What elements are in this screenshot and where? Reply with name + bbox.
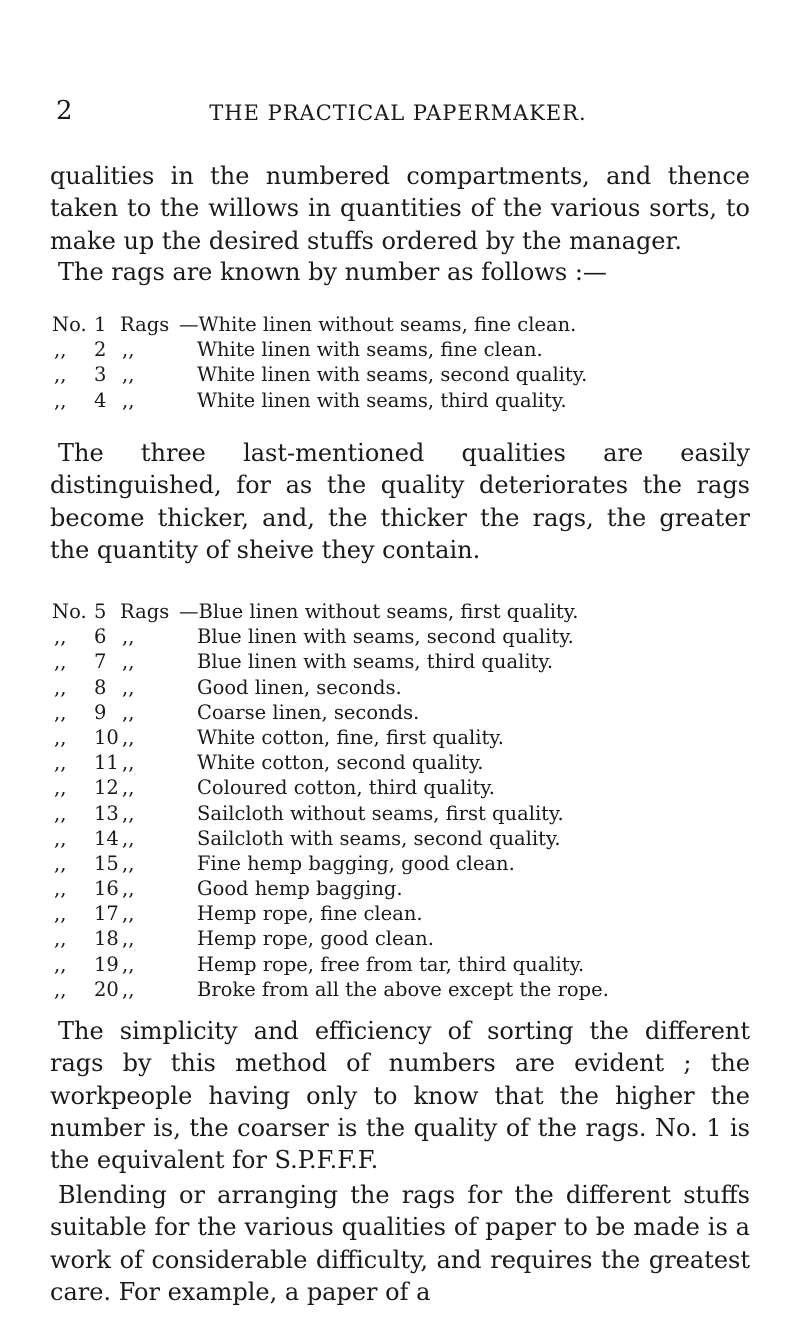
rag-label: ,, (122, 927, 135, 951)
rag-number: 12 (94, 776, 119, 800)
rag-number: 3 (94, 363, 107, 387)
rag-prefix: ,, (54, 700, 67, 724)
list-item (50, 851, 770, 876)
rag-number: 5 (94, 600, 107, 623)
rag-label: ,, (122, 851, 135, 875)
rag-description: White cotton, fine, first quality. (197, 725, 504, 749)
rag-description: Good linen, seconds. (197, 675, 402, 699)
rag-prefix: ,, (54, 650, 67, 674)
rag-label: ,, (122, 700, 135, 724)
rag-label: ,, (122, 952, 135, 976)
rag-description: Coloured cotton, third quality. (197, 776, 496, 800)
list-item (50, 826, 770, 851)
rag-label: ,, (122, 363, 135, 387)
rag-label: ,, (122, 675, 135, 699)
rag-number: 20 (94, 977, 119, 1001)
rag-label: ,, (122, 877, 135, 901)
rag-label: ,, (122, 650, 135, 674)
rag-description: Broke from all the above except the rope. (197, 977, 609, 1001)
rag-description: Good hemp bagging. (197, 877, 403, 901)
list-item (50, 750, 770, 775)
rag-prefix: ,, (54, 625, 67, 649)
rag-label: ,, (122, 625, 135, 649)
rag-number: 9 (94, 700, 107, 724)
rag-label: ,, (122, 977, 135, 1001)
list-item (50, 337, 770, 362)
rag-number: 1 (94, 313, 107, 336)
rag-prefix: ,, (54, 338, 67, 362)
list-item (50, 599, 770, 624)
rag-label: ,, (122, 776, 135, 800)
rag-number: 2 (94, 338, 107, 362)
rag-number: 6 (94, 625, 107, 649)
rag-description: Sailcloth with seams, second quality. (197, 826, 561, 850)
rag-label: ,, (122, 801, 135, 825)
rag-description: Blue linen with seams, third quality. (197, 650, 554, 674)
rag-number: 16 (94, 877, 119, 901)
rag-prefix: ,, (54, 751, 67, 775)
rag-number: 4 (94, 388, 107, 412)
list-item (50, 952, 770, 977)
list-item (50, 624, 770, 649)
rag-number: 15 (94, 851, 119, 875)
rag-description: Sailcloth without seams, first quality. (197, 801, 564, 825)
rag-label: ,, (122, 902, 135, 926)
rag-label: Rags (120, 600, 170, 623)
rag-description: Coarse linen, seconds. (197, 700, 420, 724)
list-item (50, 725, 770, 750)
page-header (56, 98, 740, 134)
list-item (50, 801, 770, 826)
list-item (50, 362, 770, 387)
rag-description: White linen with seams, second quality. (197, 363, 588, 387)
rag-number: 19 (94, 952, 119, 976)
rag-prefix: ,, (54, 977, 67, 1001)
paragraph-rags-known: The rags are known by number as follows :— (58, 258, 607, 286)
rag-label: Rags (120, 313, 170, 336)
rag-number: 18 (94, 927, 119, 951)
rag-description: Hemp rope, free from tar, third quality. (197, 952, 585, 976)
rag-number: 11 (94, 751, 119, 775)
rag-label: ,, (122, 751, 135, 775)
rag-prefix: ,, (54, 725, 67, 749)
rag-prefix: ,, (54, 826, 67, 850)
rag-list-other (50, 599, 770, 1002)
rag-number: 10 (94, 725, 119, 749)
rag-prefix: ,, (54, 363, 67, 387)
rag-label: ,, (122, 338, 135, 362)
rag-number: 14 (94, 826, 119, 850)
list-item (50, 312, 770, 337)
rag-prefix: ,, (54, 388, 67, 412)
paragraph-blending: Blending or arranging the rags for the different stuffs suitable for the various qualities of paper to be made is a work of considerable difficulty, and requires the greatest care. For example, a paper of a (50, 1181, 750, 1306)
rag-prefix: ,, (54, 902, 67, 926)
rag-list-white-linen (50, 312, 770, 413)
rag-label: ,, (122, 826, 135, 850)
rag-prefix: No. (52, 600, 87, 623)
paragraph-intro: qualities in the numbered compartments, and thence taken to the willows in quantities of the various sorts, to make up the desired stuffs ordered by the manager. (50, 162, 750, 255)
paragraph-qualities: The three last-mentioned qualities are easily distinguished, for as the quality deteriorates the rags become thicker, and, the thicker the rags, the greater the quantity of sheive they contain. (50, 439, 750, 564)
rag-description: Blue linen with seams, second quality. (197, 625, 574, 649)
rag-prefix: ,, (54, 675, 67, 699)
list-item (50, 775, 770, 800)
rag-prefix: ,, (54, 877, 67, 901)
rag-label: ,, (122, 388, 135, 412)
list-item (50, 675, 770, 700)
paragraph-simplicity: The simplicity and efficiency of sorting the different rags by this method of numbers are evident ; the workpeople having only to know that the higher the number is, the coarser is the quality of the rags. No. 1 is the equivalent for S.P.F.F.F. (50, 1017, 750, 1175)
rag-description: White linen with seams, fine clean. (197, 338, 543, 362)
page-number: 2 (56, 96, 73, 126)
rag-number: 13 (94, 801, 119, 825)
list-item (50, 388, 770, 413)
rag-description: —Blue linen without seams, first quality. (179, 600, 579, 623)
rag-description: White linen with seams, third quality. (197, 388, 567, 412)
rag-description: Hemp rope, fine clean. (197, 902, 423, 926)
running-head: THE PRACTICAL PAPERMAKER. (209, 101, 587, 125)
list-item (50, 700, 770, 725)
rag-prefix: ,, (54, 952, 67, 976)
rag-description: Hemp rope, good clean. (197, 927, 434, 951)
rag-prefix: ,, (54, 927, 67, 951)
rag-description: Fine hemp bagging, good clean. (197, 851, 515, 875)
list-item (50, 876, 770, 901)
rag-prefix: ,, (54, 776, 67, 800)
rag-prefix: No. (52, 313, 87, 336)
rag-description: —White linen without seams, fine clean. (179, 313, 577, 336)
rag-number: 7 (94, 650, 107, 674)
rag-number: 17 (94, 902, 119, 926)
list-item (50, 649, 770, 674)
rag-number: 8 (94, 675, 107, 699)
list-item (50, 901, 770, 926)
rag-prefix: ,, (54, 851, 67, 875)
rag-label: ,, (122, 725, 135, 749)
rag-prefix: ,, (54, 801, 67, 825)
list-item (50, 977, 770, 1002)
list-item (50, 926, 770, 951)
rag-description: White cotton, second quality. (197, 751, 484, 775)
